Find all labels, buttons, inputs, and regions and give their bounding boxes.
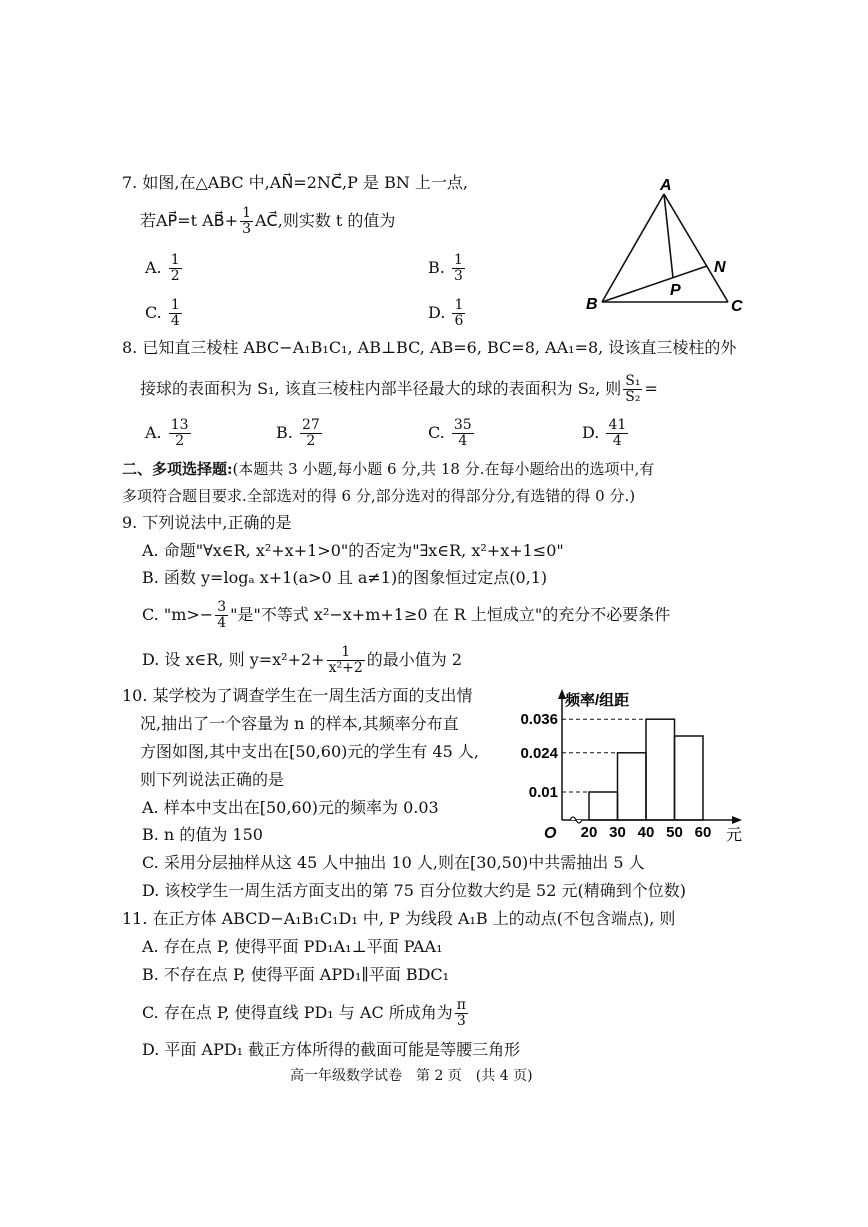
q7-option-b: B. $\frac{1}{3}$: [428, 252, 463, 284]
q10-option-a: A. 样本中支出在[50,60)元的频率为 0.03: [142, 798, 439, 817]
q10-line4: 则下列说法正确的是: [140, 770, 285, 789]
q7-stem-line2-a: 若AP⃗=t AB⃗+: [140, 211, 239, 230]
q7-option-a: A. $\frac{1}{2}$: [145, 252, 180, 284]
q10-line1: 10. 某学校为了调查学生在一周生活方面的支出情: [122, 686, 473, 705]
q7-stem-line2: [140, 206, 395, 237]
page-footer: 高一年级数学试卷 第 2 页 (共 4 页): [290, 1068, 533, 1084]
label-p: P: [670, 282, 681, 299]
q10-option-b: B. n 的值为 150: [142, 825, 263, 844]
axis-break: [570, 817, 582, 823]
q11-option-a: A. 存在点 P, 使得平面 PD₁A₁⊥平面 PAA₁: [142, 937, 443, 956]
x-axis-label: 元: [726, 827, 743, 843]
q10-histogram: [510, 683, 750, 843]
q8-option-d: D. $\frac{41}{4}$: [582, 417, 627, 449]
q7-stem-line1: 7. 如图,在△ABC 中,AN⃗=2NC⃗,P 是 BN 上一点,: [122, 173, 469, 192]
x-tick-label: 60: [694, 824, 712, 841]
y-tick-label: 0.036: [520, 711, 558, 729]
x-tick-label: 40: [637, 824, 655, 841]
label-a: A: [660, 177, 672, 194]
label-c: C: [731, 298, 743, 315]
histogram-bar: [675, 736, 704, 820]
q9-option-b: B. 函数 y=logₐ x+1(a>0 且 a≠1)的图象恒过定点(0,1): [142, 568, 548, 587]
q8-option-c: C. $\frac{35}{4}$: [428, 417, 472, 449]
segment-ab: [602, 194, 664, 302]
q8-stem-line2: 接球的表面积为 S₁, 该直三棱柱内部半径最大的球的表面积为 S₂, 则 $\frac{\text{S₁}}{\text{S₂}}$ =: [140, 373, 658, 405]
histogram-bar: [646, 719, 675, 820]
q10-line2: 况,抽出了一个容量为 n 的样本,其频率分布直: [140, 714, 459, 733]
q7-frac-1-3: $\frac{1}{3}$: [242, 205, 251, 237]
q8-stem-line1: 8. 已知直三棱柱 ABC−A₁B₁C₁, AB⊥BC, AB=6, BC=8, AA₁=8, 设该直三棱柱的外: [122, 338, 737, 357]
q8-option-b: B. $\frac{27}{2}$: [276, 417, 320, 449]
y-axis-label: 频率/组距: [565, 692, 630, 709]
x-tick-label: 50: [666, 824, 683, 841]
x-axis-arrow: [732, 816, 742, 824]
q10-option-c: C. 采用分层抽样从这 45 人中抽出 10 人,则在[30,50)中共需抽出 5 人: [142, 853, 645, 872]
y-tick-label: 0.024: [520, 744, 558, 762]
q9-option-c: C. "m>− $\frac{3}{4}$ "是"不等式 x²−x+m+1≥0 在 R 上恒成立"的充分不必要条件: [142, 599, 671, 631]
q11-option-d: D. 平面 APD₁ 截正方体所得的截面可能是等腰三角形: [142, 1040, 521, 1059]
q11-stem: 11. 在正方体 ABCD−A₁B₁C₁D₁ 中, P 为线段 A₁B 上的动点(不包含端点), 则: [122, 909, 676, 928]
segment-bn: [602, 266, 707, 302]
section2-line1: 二、多项选择题:(本题共 3 小题,每小题 6 分,共 18 分.在每小题给出的选项中,有: [122, 460, 655, 478]
q8-option-a: A. $\frac{13}{2}$: [145, 417, 189, 449]
y-tick-label: 0.01: [528, 784, 558, 801]
q11-option-c: C. 存在点 P, 使得直线 PD₁ 与 AC 所成角为 $\frac{\pi}{3}$: [142, 997, 466, 1029]
section2-title: 二、多项选择题:: [122, 460, 233, 478]
origin-label: O: [544, 825, 557, 842]
label-n: N: [714, 259, 726, 276]
histogram-bar: [589, 792, 618, 820]
section2-line2: 多项符合题目要求.全部选对的得 6 分,部分选对的得部分分,有选错的得 0 分.): [122, 487, 636, 505]
x-tick-label: 30: [609, 824, 626, 841]
q9-stem: 9. 下列说法中,正确的是: [122, 513, 292, 532]
x-tick-label: 20: [580, 824, 598, 841]
q10-option-d: D. 该校学生一周生活方面支出的第 75 百分位数大约是 52 元(精确到个位数): [142, 881, 686, 900]
q10-line3: 方图如图,其中支出在[50,60)元的学生有 45 人,: [140, 742, 479, 761]
histogram-bar: [618, 753, 647, 820]
q8-ratio: $\frac{\text{S₁}}{\text{S₂}}$: [625, 373, 641, 405]
label-b: B: [586, 296, 598, 313]
q9-option-d: D. 设 x∈R, 则 y=x²+2+ $\frac{1}{\text{x²+2}}$ 的最小值为 2: [142, 644, 463, 676]
q7-option-d: D. $\frac{1}{6}$: [428, 297, 464, 329]
q11-option-b: B. 不存在点 P, 使得平面 APD₁∥平面 BDC₁: [142, 965, 450, 984]
q9-option-a: A. 命题"∀x∈R, x²+x+1>0"的否定为"∃x∈R, x²+x+1≤0": [142, 541, 564, 560]
q7-triangle-figure: [580, 172, 760, 317]
q7-stem-line2-b: AC⃗,则实数 t 的值为: [255, 211, 396, 230]
q7-option-c: C. $\frac{1}{4}$: [145, 297, 180, 329]
